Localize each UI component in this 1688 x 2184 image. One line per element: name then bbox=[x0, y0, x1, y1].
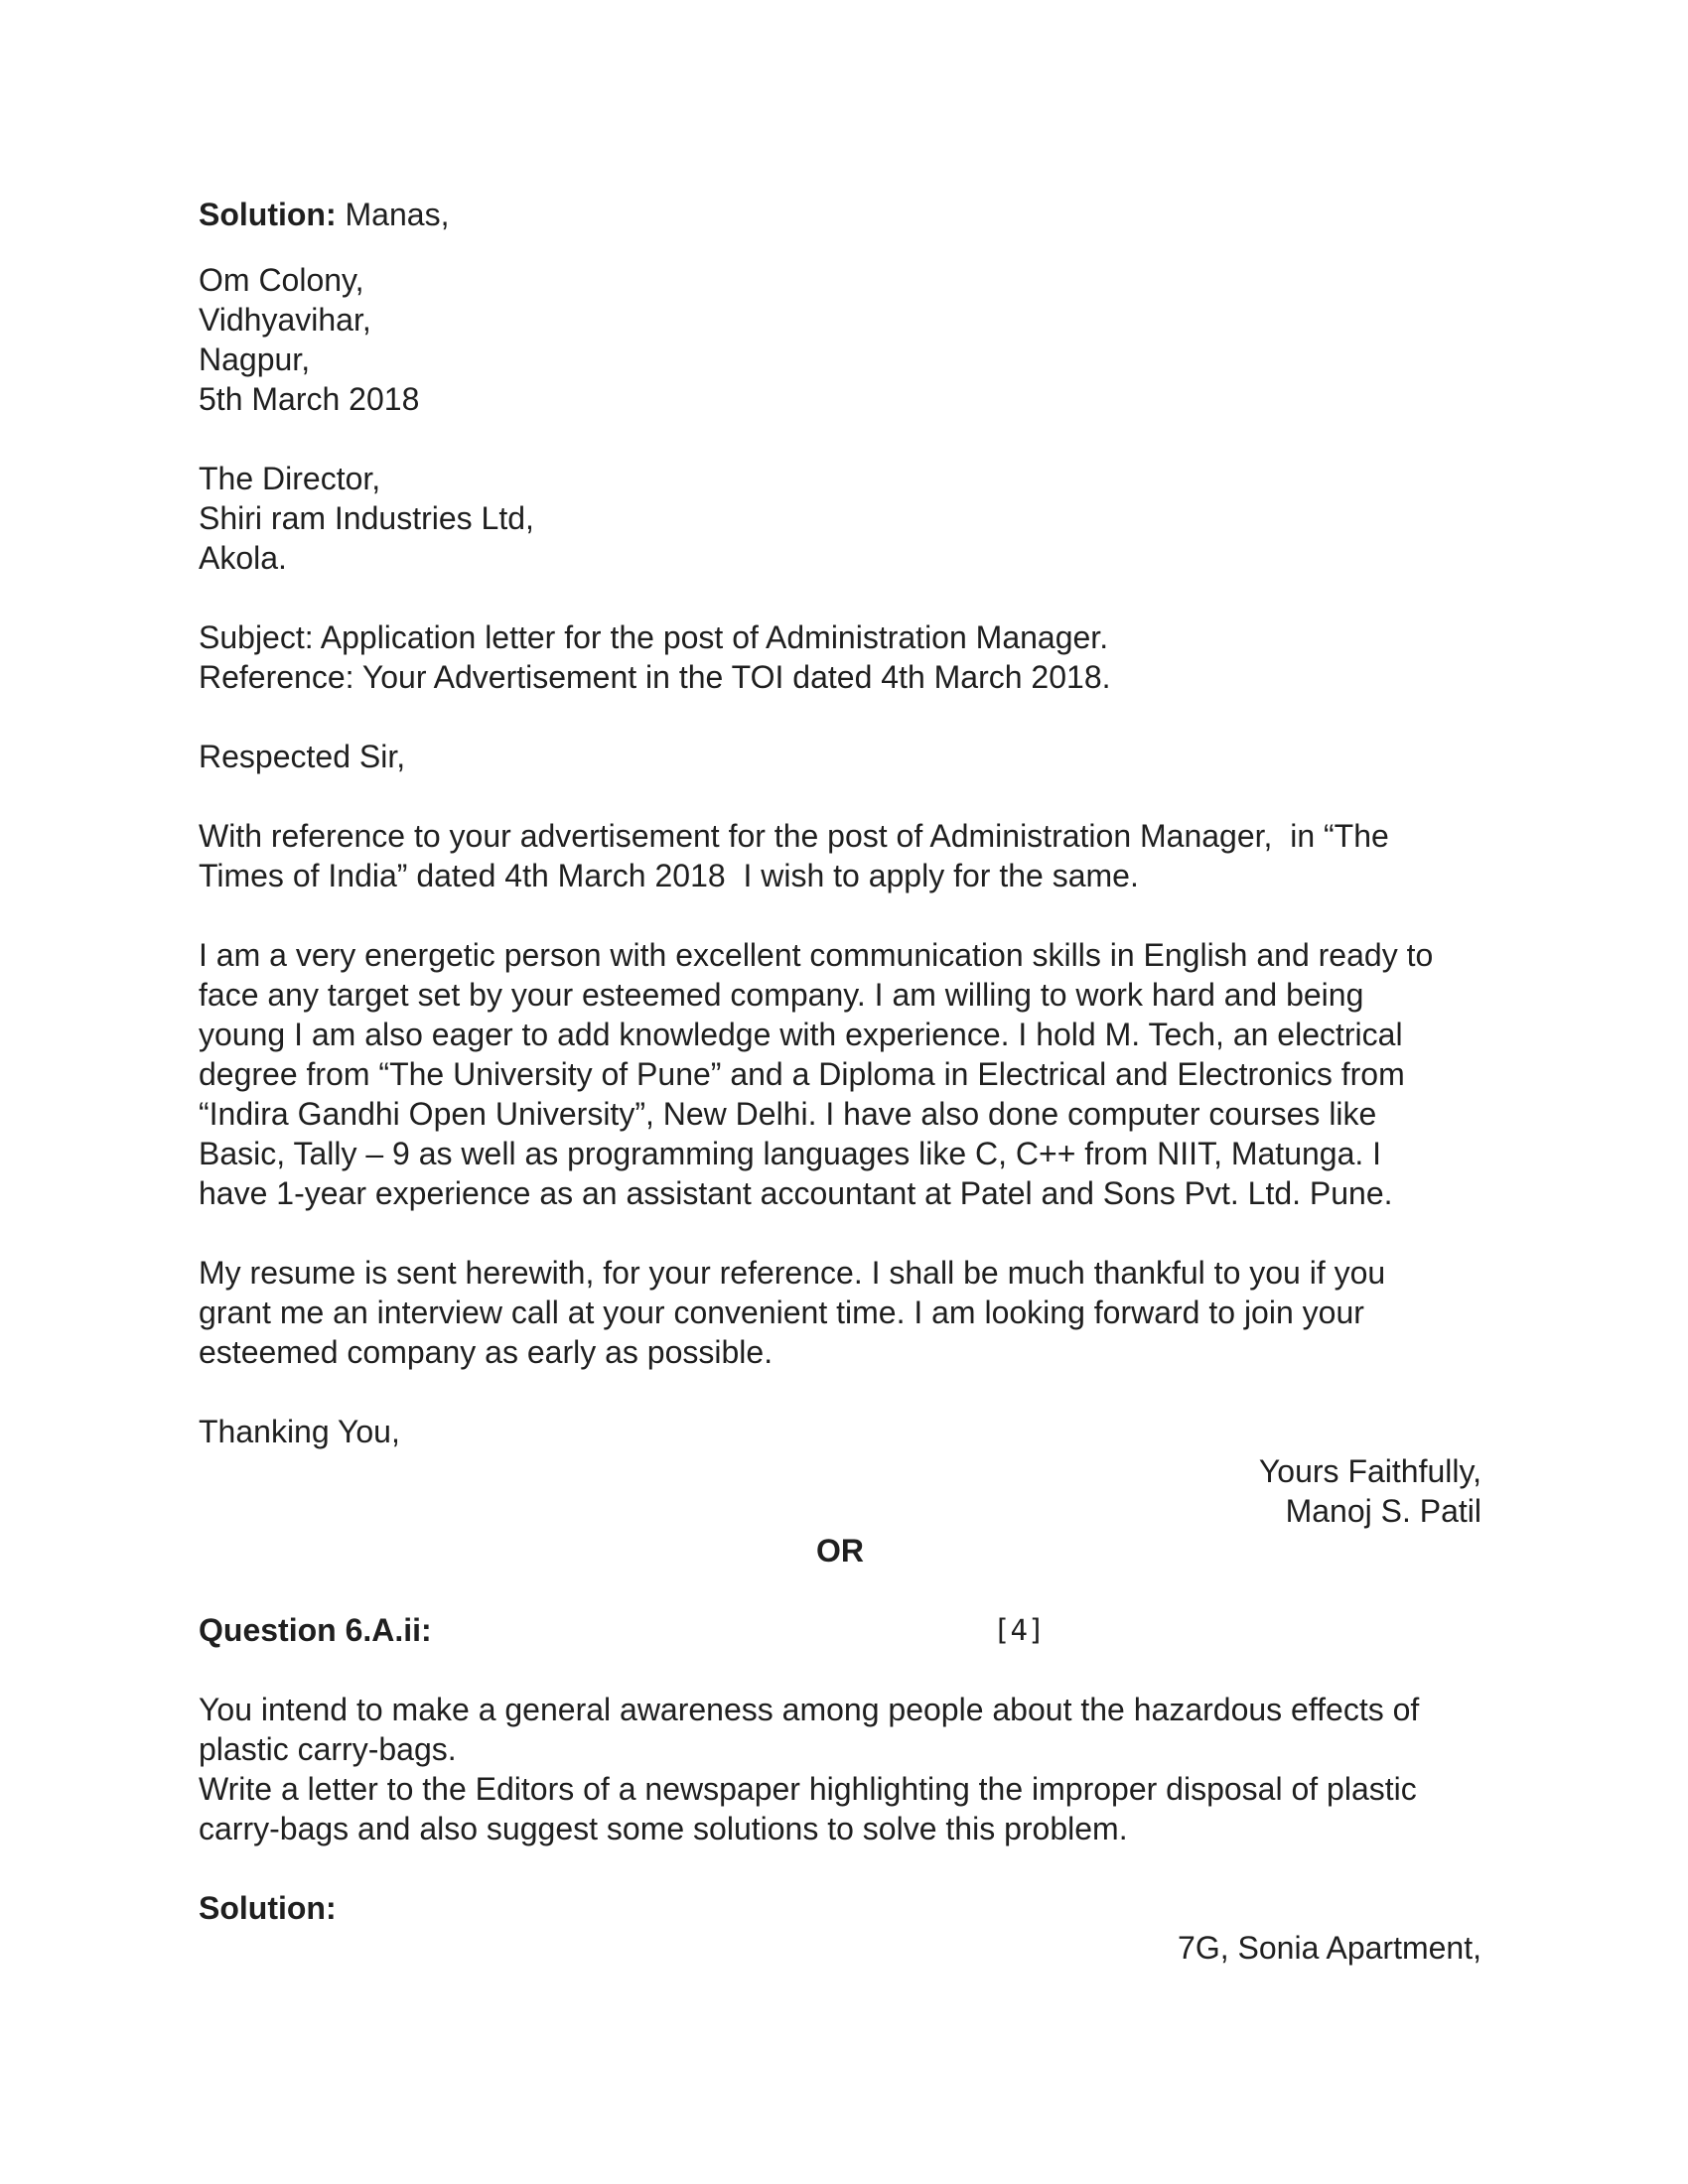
sender-address-line: Vidhyavihar, bbox=[199, 302, 371, 338]
receiver-address-line: The Director, bbox=[199, 461, 381, 496]
letter-paragraph-3 bbox=[199, 1253, 1489, 1372]
paragraph-line: I am a very energetic person with excellent communication skills in English and ready to bbox=[199, 937, 1434, 973]
receiver-address-line: Shiri ram Industries Ltd, bbox=[199, 500, 534, 536]
question-line: carry-bags and also suggest some solutions to solve this problem. bbox=[199, 1811, 1128, 1846]
letter-reference: Reference: Your Advertisement in the TOI dated 4th March 2018. bbox=[199, 659, 1111, 695]
letter-subject: Subject: Application letter for the post of Administration Manager. bbox=[199, 619, 1109, 655]
sender-address-line: Om Colony, bbox=[199, 262, 364, 298]
paragraph-line: face any target set by your esteemed company. I am willing to work hard and being bbox=[199, 977, 1364, 1013]
solution-heading-line bbox=[199, 195, 1489, 234]
letter-sign-off: Yours Faithfully, bbox=[1258, 1453, 1481, 1489]
question-line: You intend to make a general awareness among people about the hazardous effects of bbox=[199, 1692, 1420, 1727]
receiver-address bbox=[199, 459, 1489, 578]
paragraph-line: grant me an interview call at your convenient time. I am looking forward to join your bbox=[199, 1295, 1364, 1330]
sender-address bbox=[199, 260, 1489, 419]
question-label: Question 6.A.ii: bbox=[199, 1612, 432, 1648]
question-text bbox=[199, 1690, 1489, 1848]
letter-paragraph-1 bbox=[199, 816, 1489, 895]
question-line: Write a letter to the Editors of a newspaper highlighting the improper disposal of plastic bbox=[199, 1771, 1417, 1807]
signature-name: Manoj S. Patil bbox=[1285, 1493, 1481, 1529]
question-heading bbox=[199, 1610, 1489, 1650]
paragraph-line: young I am also eager to add knowledge with experience. I hold M. Tech, an electrical bbox=[199, 1017, 1403, 1052]
paragraph-line: degree from “The University of Pune” and a Diploma in Electrical and Electronics from bbox=[199, 1056, 1405, 1092]
letter-closing: Thanking You, bbox=[199, 1414, 400, 1449]
sender-name: Manas, bbox=[336, 197, 450, 232]
letter-salutation: Respected Sir, bbox=[199, 739, 406, 774]
document-page bbox=[199, 195, 1489, 1968]
sender-address-line: Nagpur, bbox=[199, 341, 311, 377]
solution-label: Solution: bbox=[199, 197, 337, 232]
receiver-address-line: Akola. bbox=[199, 540, 287, 576]
solution-2-address-line: 7G, Sonia Apartment, bbox=[1178, 1930, 1481, 1966]
paragraph-line: My resume is sent herewith, for your reference. I shall be much thankful to you if you bbox=[199, 1255, 1386, 1291]
or-divider: OR bbox=[816, 1533, 864, 1569]
paragraph-line: With reference to your advertisement for the post of Administration Manager, in “The bbox=[199, 818, 1389, 854]
paragraph-line: Basic, Tally – 9 as well as programming languages like C, C++ from NIIT, Matunga. I bbox=[199, 1136, 1382, 1171]
paragraph-line: Times of India” dated 4th March 2018 I wish to apply for the same. bbox=[199, 858, 1139, 893]
question-marks: [4] bbox=[993, 1613, 1046, 1647]
paragraph-line: esteemed company as early as possible. bbox=[199, 1334, 774, 1370]
letter-paragraph-2 bbox=[199, 935, 1489, 1213]
paragraph-line: have 1-year experience as an assistant accountant at Patel and Sons Pvt. Ltd. Pune. bbox=[199, 1175, 1393, 1211]
paragraph-line: “Indira Gandhi Open University”, New Delhi. I have also done computer courses like bbox=[199, 1096, 1377, 1132]
solution-2-label: Solution: bbox=[199, 1890, 337, 1926]
question-line: plastic carry-bags. bbox=[199, 1731, 457, 1767]
letter-date: 5th March 2018 bbox=[199, 381, 420, 417]
